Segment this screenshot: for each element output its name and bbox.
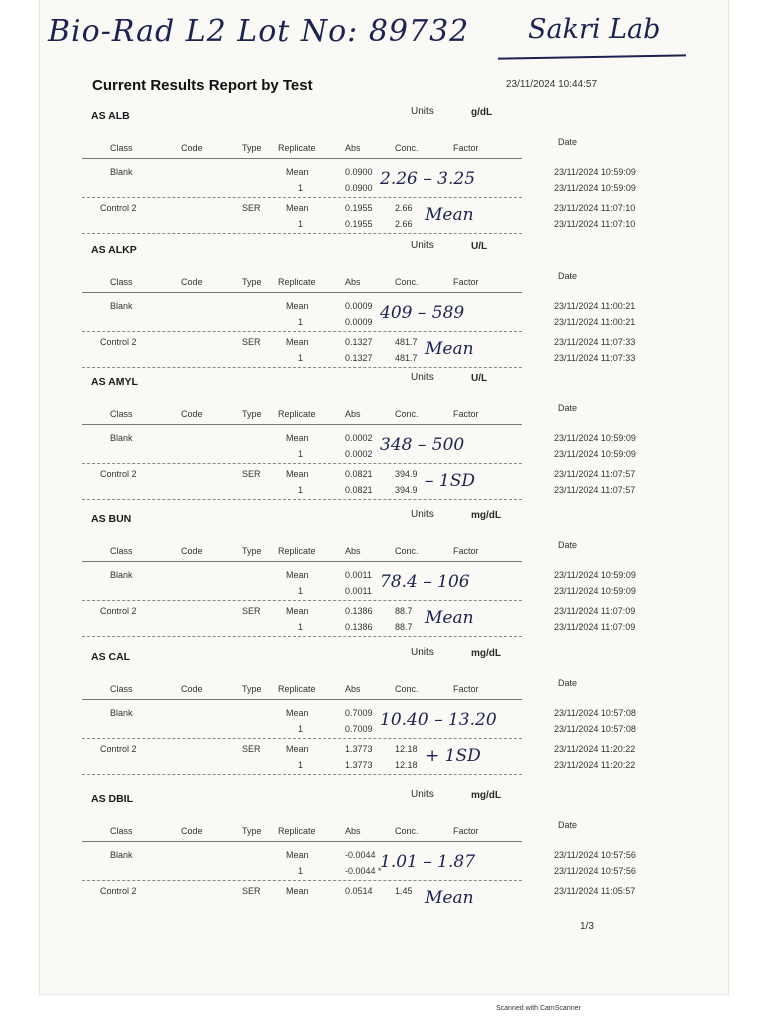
row-conc: 2.66	[395, 219, 413, 229]
units-label: Units	[411, 509, 434, 520]
handwritten-note: Mean	[425, 339, 474, 359]
row-divider	[82, 738, 522, 739]
row-class-blank: Blank	[110, 301, 133, 311]
row-date: 23/11/2024 11:07:57	[554, 485, 636, 495]
col-header-abs: Abs	[345, 143, 361, 153]
row-replicate-mean: Mean	[286, 167, 309, 177]
units-value: mg/dL	[471, 790, 501, 801]
row-conc: 12.18	[395, 760, 418, 770]
col-header-replicate: Replicate	[278, 409, 316, 419]
col-header-date: Date	[558, 820, 578, 830]
col-header-type: Type	[242, 826, 262, 836]
row-date: 23/11/2024 11:00:21	[554, 317, 636, 327]
units-value: mg/dL	[471, 648, 501, 659]
row-date: 23/11/2024 10:57:08	[554, 708, 636, 718]
row-class-blank: Blank	[110, 570, 133, 580]
row-conc: 2.66	[395, 203, 413, 213]
row-replicate-mean: Mean	[286, 433, 309, 443]
row-replicate-mean: Mean	[286, 570, 309, 580]
row-date: 23/11/2024 11:05:57	[554, 886, 636, 896]
row-abs: 0.0900	[345, 167, 373, 177]
row-divider	[82, 880, 522, 881]
row-replicate-1: 1	[298, 353, 304, 363]
handwritten-title: Bio-Rad L2 Lot No: 89732	[48, 14, 470, 49]
row-date: 23/11/2024 10:59:09	[554, 433, 636, 443]
col-header-conc: Conc.	[395, 684, 419, 694]
row-abs: 0.0009	[345, 317, 373, 327]
col-header-class: Class	[110, 409, 133, 419]
col-header-replicate: Replicate	[278, 826, 316, 836]
section-divider	[82, 499, 522, 500]
col-header-date: Date	[558, 271, 578, 281]
header-rule	[82, 292, 522, 293]
col-header-abs: Abs	[345, 277, 361, 287]
row-date: 23/11/2024 10:57:56	[554, 866, 636, 876]
row-date: 23/11/2024 10:59:09	[554, 586, 636, 596]
row-divider	[82, 197, 522, 198]
col-header-abs: Abs	[345, 684, 361, 694]
test-name: AS ALKP	[91, 244, 137, 256]
units-label: Units	[411, 647, 434, 658]
units-value: U/L	[471, 373, 488, 384]
row-class-blank: Blank	[110, 708, 133, 718]
row-date: 23/11/2024 10:57:08	[554, 724, 636, 734]
col-header-date: Date	[558, 137, 578, 147]
row-replicate-mean: Mean	[286, 301, 309, 311]
row-replicate-mean: Mean	[286, 337, 309, 347]
scanner-watermark: Scanned with CamScanner	[496, 1005, 581, 1012]
col-header-type: Type	[242, 684, 262, 694]
col-header-class: Class	[110, 546, 133, 556]
col-header-class: Class	[110, 277, 133, 287]
handwritten-range: 78.4 – 106	[380, 572, 470, 592]
handwritten-range: 348 – 500	[380, 435, 465, 455]
row-date: 23/11/2024 11:20:22	[554, 760, 636, 770]
handwritten-note: Mean	[425, 888, 474, 908]
row-replicate-1: 1	[298, 586, 304, 596]
units-value: g/dL	[471, 107, 493, 118]
row-abs: 0.0002	[345, 433, 373, 443]
col-header-factor: Factor	[453, 684, 479, 694]
row-date: 23/11/2024 10:57:56	[554, 850, 636, 860]
test-section-as-alkp	[80, 240, 680, 364]
row-date: 23/11/2024 10:59:09	[554, 449, 636, 459]
row-replicate-mean: Mean	[286, 708, 309, 718]
units-label: Units	[411, 789, 434, 800]
col-header-date: Date	[558, 403, 578, 413]
header-rule	[82, 158, 522, 159]
row-replicate-mean: Mean	[286, 203, 309, 213]
units-label: Units	[411, 240, 434, 251]
col-header-factor: Factor	[453, 409, 479, 419]
row-date: 23/11/2024 11:07:09	[554, 606, 636, 616]
row-abs: 0.0011	[345, 586, 372, 596]
col-header-replicate: Replicate	[278, 143, 316, 153]
row-abs: 0.0900	[345, 183, 373, 193]
row-abs: 0.1386	[345, 622, 373, 632]
row-conc: 1.45	[395, 886, 413, 896]
col-header-type: Type	[242, 546, 262, 556]
row-class-control: Control 2	[100, 886, 137, 896]
col-header-replicate: Replicate	[278, 684, 316, 694]
handwritten-note: + 1SD	[425, 746, 481, 766]
report-datetime: 23/11/2024 10:44:57	[506, 79, 598, 90]
row-replicate-mean: Mean	[286, 606, 309, 616]
row-type: SER	[242, 744, 261, 754]
test-name: AS DBIL	[91, 793, 133, 805]
test-section-as-amyl	[80, 372, 680, 496]
row-divider	[82, 463, 522, 464]
test-name: AS BUN	[91, 513, 132, 525]
row-abs: 1.3773	[345, 760, 373, 770]
row-conc: 88.7	[395, 622, 413, 632]
handwritten-range: 2.26 – 3.25	[380, 169, 476, 189]
col-header-type: Type	[242, 143, 262, 153]
row-date: 23/11/2024 10:59:09	[554, 167, 636, 177]
header-rule	[82, 841, 522, 842]
col-header-conc: Conc.	[395, 546, 419, 556]
col-header-type: Type	[242, 277, 262, 287]
row-type: SER	[242, 886, 261, 896]
row-conc: 88.7	[395, 606, 413, 616]
row-abs: 0.1327	[345, 353, 373, 363]
row-replicate-1: 1	[298, 485, 304, 495]
row-replicate-mean: Mean	[286, 850, 309, 860]
section-divider	[82, 636, 522, 637]
handwritten-note: Mean	[425, 205, 474, 225]
row-class-blank: Blank	[110, 433, 133, 443]
col-header-abs: Abs	[345, 409, 361, 419]
col-header-factor: Factor	[453, 826, 479, 836]
row-date: 23/11/2024 11:07:57	[554, 469, 636, 479]
row-replicate-mean: Mean	[286, 469, 309, 479]
row-class-control: Control 2	[100, 606, 137, 616]
col-header-replicate: Replicate	[278, 277, 316, 287]
col-header-conc: Conc.	[395, 409, 419, 419]
col-header-code: Code	[181, 277, 203, 287]
row-replicate-1: 1	[298, 760, 304, 770]
col-header-code: Code	[181, 684, 203, 694]
row-replicate-1: 1	[298, 317, 304, 327]
col-header-code: Code	[181, 143, 203, 153]
row-abs: 0.0821	[345, 469, 373, 479]
col-header-abs: Abs	[345, 546, 361, 556]
test-section-as-bun	[80, 509, 680, 633]
report-title: Current Results Report by Test	[92, 77, 313, 94]
col-header-code: Code	[181, 826, 203, 836]
col-header-date: Date	[558, 678, 578, 688]
handwritten-range: 10.40 – 13.20	[380, 710, 497, 730]
row-replicate-1: 1	[298, 866, 304, 876]
col-header-factor: Factor	[453, 143, 479, 153]
row-abs: 0.0514	[345, 886, 373, 896]
row-conc: 481.7	[395, 353, 418, 363]
row-date: 23/11/2024 11:07:10	[554, 203, 636, 213]
row-replicate-mean: Mean	[286, 744, 309, 754]
test-name: AS CAL	[91, 651, 131, 663]
row-abs: 0.1327	[345, 337, 373, 347]
row-replicate-1: 1	[298, 724, 304, 734]
handwritten-range: 409 – 589	[380, 303, 465, 323]
row-abs: 1.3773	[345, 744, 373, 754]
units-value: U/L	[471, 241, 488, 252]
row-class-blank: Blank	[110, 850, 133, 860]
row-abs: 0.1386	[345, 606, 373, 616]
col-header-factor: Factor	[453, 277, 479, 287]
handwritten-lab-name: Sakri Lab	[528, 14, 661, 45]
col-header-class: Class	[110, 143, 133, 153]
row-replicate-1: 1	[298, 449, 304, 459]
header-rule	[82, 424, 522, 425]
row-abs: 0.0002	[345, 449, 373, 459]
section-divider	[82, 367, 522, 368]
row-type: SER	[242, 606, 261, 616]
col-header-conc: Conc.	[395, 826, 419, 836]
page-number: 1/3	[580, 921, 594, 932]
row-divider	[82, 331, 522, 332]
header-rule	[82, 561, 522, 562]
row-date: 23/11/2024 10:59:09	[554, 183, 636, 193]
col-header-replicate: Replicate	[278, 546, 316, 556]
row-abs: -0.0044 *	[345, 866, 382, 876]
col-header-date: Date	[558, 540, 578, 550]
test-name: AS AMYL	[91, 376, 138, 388]
row-replicate-1: 1	[298, 183, 304, 193]
row-type: SER	[242, 203, 261, 213]
row-class-blank: Blank	[110, 167, 133, 177]
units-label: Units	[411, 372, 434, 383]
row-date: 23/11/2024 11:07:10	[554, 219, 636, 229]
row-abs: 0.0009	[345, 301, 373, 311]
row-abs: 0.1955	[345, 203, 373, 213]
units-value: mg/dL	[471, 510, 501, 521]
row-class-control: Control 2	[100, 337, 137, 347]
row-abs: 0.1955	[345, 219, 373, 229]
row-date: 23/11/2024 11:20:22	[554, 744, 636, 754]
row-date: 23/11/2024 11:07:33	[554, 337, 636, 347]
test-section-as-alb	[80, 106, 680, 230]
col-header-code: Code	[181, 546, 203, 556]
test-name: AS ALB	[91, 110, 130, 122]
row-class-control: Control 2	[100, 469, 137, 479]
row-conc: 481.7	[395, 337, 418, 347]
col-header-abs: Abs	[345, 826, 361, 836]
row-date: 23/11/2024 11:00:21	[554, 301, 636, 311]
row-date: 23/11/2024 11:07:33	[554, 353, 636, 363]
handwritten-note: – 1SD	[425, 471, 475, 491]
col-header-code: Code	[181, 409, 203, 419]
row-abs: 0.0011	[345, 570, 372, 580]
header-rule	[82, 699, 522, 700]
handwritten-range: 1.01 – 1.87	[380, 852, 476, 872]
section-divider	[82, 774, 522, 775]
row-type: SER	[242, 469, 261, 479]
handwritten-note: Mean	[425, 608, 474, 628]
section-divider	[82, 233, 522, 234]
test-section-as-dbil	[80, 789, 680, 913]
col-header-class: Class	[110, 684, 133, 694]
row-conc: 12.18	[395, 744, 418, 754]
row-replicate-mean: Mean	[286, 886, 309, 896]
col-header-class: Class	[110, 826, 133, 836]
row-class-control: Control 2	[100, 744, 137, 754]
row-divider	[82, 600, 522, 601]
row-abs: 0.0821	[345, 485, 373, 495]
test-section-as-cal	[80, 647, 680, 771]
row-abs: 0.7009	[345, 724, 373, 734]
row-date: 23/11/2024 11:07:09	[554, 622, 636, 632]
col-header-conc: Conc.	[395, 143, 419, 153]
row-conc: 394.9	[395, 469, 418, 479]
row-class-control: Control 2	[100, 203, 137, 213]
col-header-factor: Factor	[453, 546, 479, 556]
row-replicate-1: 1	[298, 219, 304, 229]
row-type: SER	[242, 337, 261, 347]
row-date: 23/11/2024 10:59:09	[554, 570, 636, 580]
row-abs: -0.0044	[345, 850, 376, 860]
row-conc: 394.9	[395, 485, 418, 495]
col-header-type: Type	[242, 409, 262, 419]
col-header-conc: Conc.	[395, 277, 419, 287]
row-replicate-1: 1	[298, 622, 304, 632]
row-abs: 0.7009	[345, 708, 373, 718]
units-label: Units	[411, 106, 434, 117]
